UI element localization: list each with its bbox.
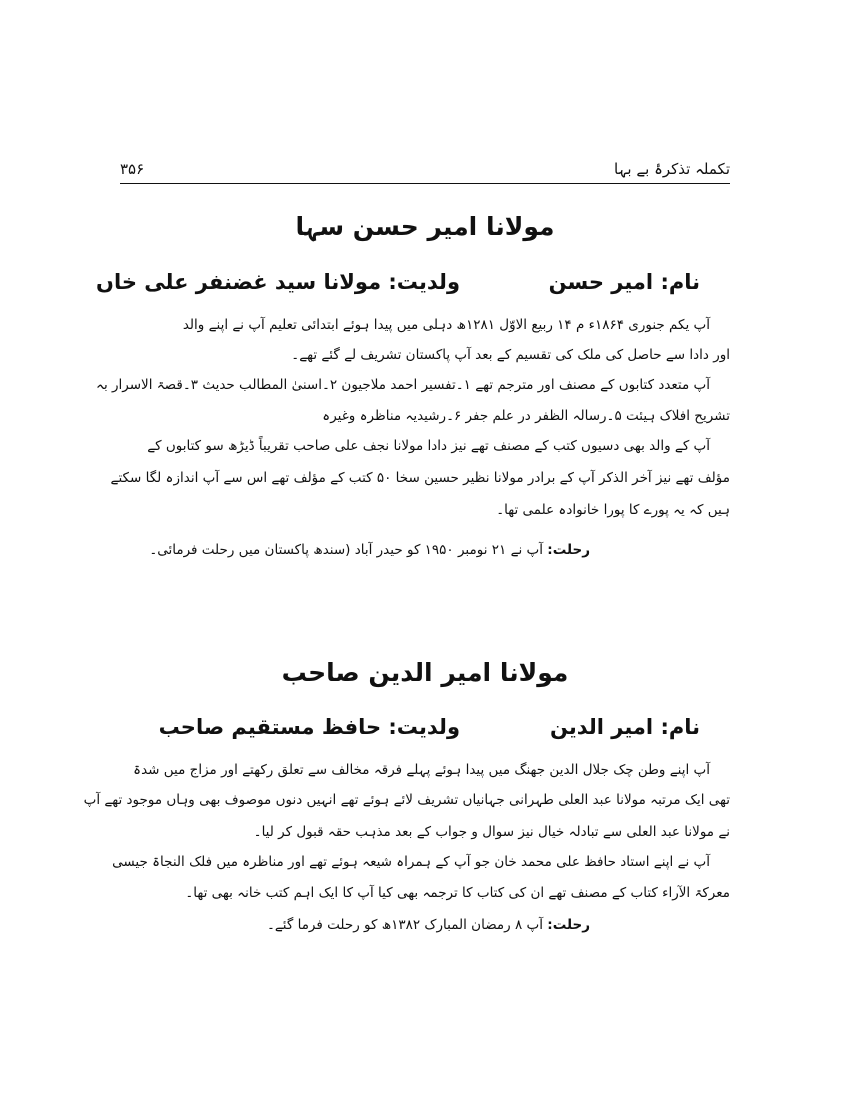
page-number: ۳۵۶ [120,160,145,178]
paragraph-line: تشریح افلاک ہیئت ۵۔رسالہ الظفر در علم جفر ۶۔رشیدیہ مناظرہ وغیرہ [322,408,730,424]
paragraph-line: آپ کے والد بھی دسیوں کتب کے مصنف تھے نیز دادا مولانا نجف علی صاحب تقریباً ڈیڑھ سو کتابوں کے [147,438,710,454]
name-row [120,715,730,749]
paragraph-line: آپ اپنے وطن چک جلال الدین جھنگ میں پیدا ہوئے پہلے فرقہ مخالف سے تعلق رکھتے اور مزاج میں شدۃ [133,762,710,778]
name-label: نام: امیر الدین [549,715,700,739]
paragraph-line: آپ یکم جنوری ۱۸۶۴ء م ۱۴ ربیع الاوّل ۱۲۸۱ھ دہلی میں پیدا ہوئے ابتدائی تعلیم آپ نے اپنے والد [182,317,710,333]
book-title: تکملہ تذکرۂ بے بہا [614,160,730,178]
name-label: نام: امیر حسن [548,270,700,294]
death-label: رحلت: [547,917,590,933]
paragraph-line: تھی ایک مرتبہ مولانا عبد العلی طہرانی جہانیاں تشریف لائے ہوئے تھے انہیں دنوں موصوف بھی وہاں موجود تھے آپ [83,792,730,808]
death-text: آپ ۸ رمضان المبارک ۱۳۸۲ھ کو رحلت فرما گئے۔ [266,917,543,933]
paragraph-line: اور دادا سے حاصل کی ملک کی تقسیم کے بعد آپ پاکستان تشریف لے گئے تھے۔ [291,347,730,363]
death-note [0,540,590,562]
paragraph-line: آپ نے اپنے استاد حافظ علی محمد خان جو آپ کے ہمراہ شیعہ ہوئے تھے اور مناظرہ میں فلک النجاۃ جیسی [112,854,710,870]
paragraph-line: ہیں کہ یہ پورے کا پورا خانوادہ علمی تھا۔ [496,502,730,518]
paragraph-line: نے مولانا عبد العلی سے تبادلہ خیال نیز سوال و جواب کے بعد مذہب حقہ قبول کر لیا۔ [253,824,730,840]
paragraph-line: معرکۃ الآراء کتاب کے مصنف تھے ان کی کتاب کا ترجمہ بھی کیا آپ کا ایک اہم کتب خانہ بھی تھا۔ [185,885,730,901]
parentage-label: ولدیت: مولانا سید غضنفر علی خاں [96,270,460,294]
parentage-label: ولدیت: حافظ مستقیم صاحب [158,715,460,739]
header-divider [120,183,730,184]
death-note [0,915,590,937]
paragraph-line: مؤلف تھے نیز آخر الذکر آپ کے برادر مولانا نظیر حسین سخا ۵۰ کتب کے مؤلف تھے اس سے آپ اندازہ لگا سکتے [110,470,730,486]
entry-title: مولانا امیر الدین صاحب [281,658,569,687]
death-label: رحلت: [547,542,590,558]
name-row [96,270,730,304]
death-text: آپ نے ۲۱ نومبر ۱۹۵۰ کو حیدر آباد (سندھ پاکستان میں رحلت فرمائی۔ [149,542,543,558]
entry-title: مولانا امیر حسن سہا [295,212,555,241]
running-header [120,160,730,182]
paragraph-line: آپ متعدد کتابوں کے مصنف اور مترجم تھے ۱۔تفسیر احمد ملاجیون ۲۔اسنیٰ المطالب حدیث ۳۔قصۃ الاسرار بہ [96,377,710,393]
